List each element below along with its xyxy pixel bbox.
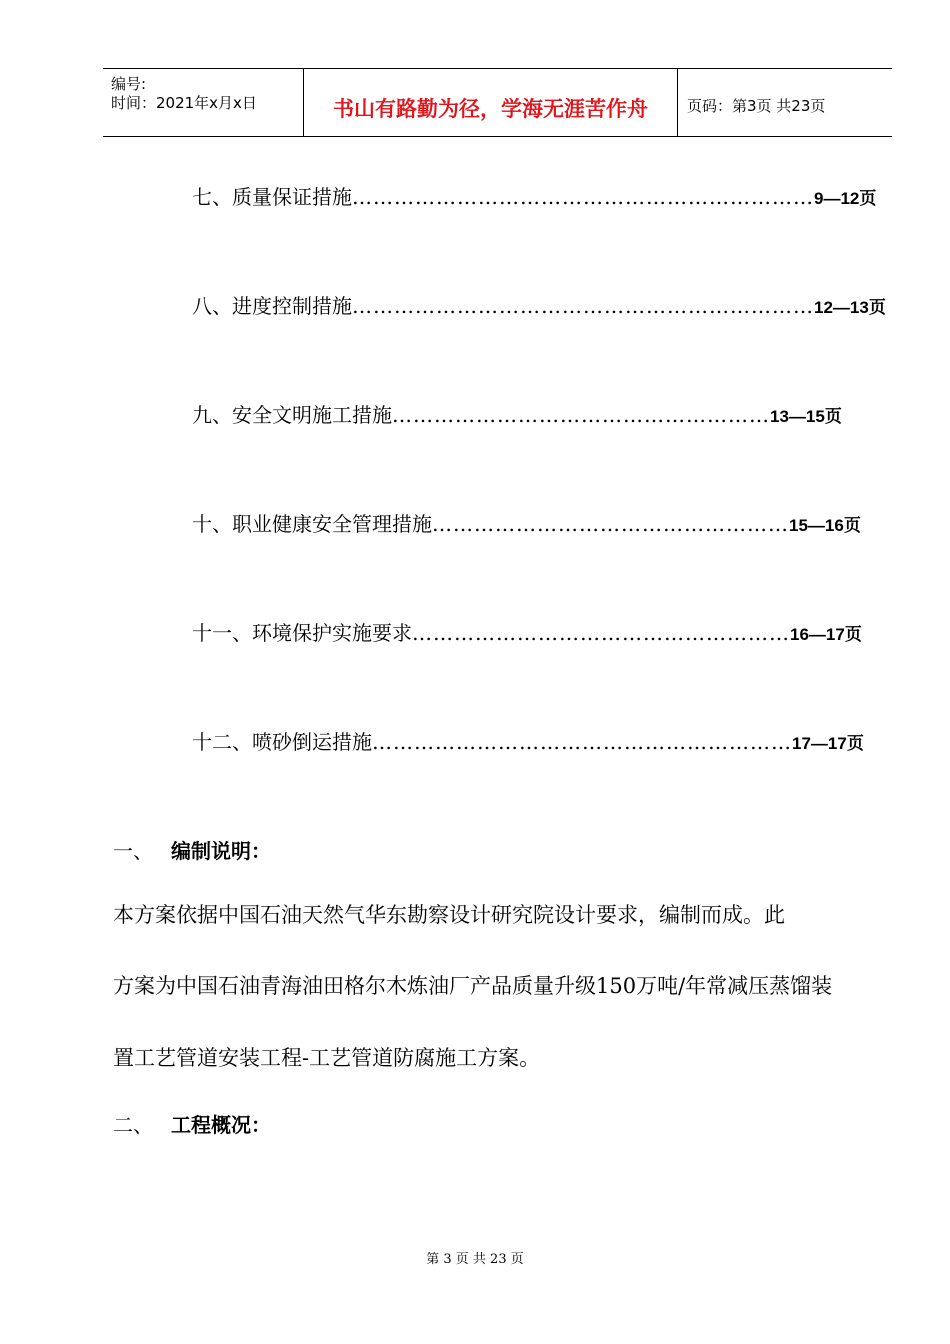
toc-entry [192, 399, 842, 428]
toc-title: 十一、环境保护实施要求 [192, 621, 412, 645]
toc-pages: 13—15页 [770, 407, 842, 426]
toc-entry [192, 181, 876, 210]
page-header [103, 68, 892, 137]
serial-label: 编号: [111, 75, 147, 93]
section-heading [113, 1109, 271, 1138]
paragraph-line: 方案为中国石油青海油田格尔木炼油厂产品质量升级150万吨/年常减压蒸馏装 [113, 974, 833, 998]
section-title: 编制说明： [171, 839, 271, 863]
toc-leader: ……………………………………………… [392, 403, 770, 427]
toc-leader: ………………………………………………………… [352, 294, 814, 318]
toc-pages: 9—12页 [814, 189, 877, 208]
toc-pages: 12—13页 [814, 298, 886, 317]
paragraph-line: 本方案依据中国石油天然气华东勘察设计研究院设计要求，编制而成。此 [113, 903, 785, 927]
toc-entry [192, 290, 886, 319]
toc-leader: ……………………………………………… [412, 621, 790, 645]
toc-entry [192, 508, 861, 537]
toc-title: 十、职业健康安全管理措施 [192, 512, 432, 536]
toc-pages: 17—17页 [792, 734, 864, 753]
toc-title: 十二、喷砂倒运措施 [192, 730, 372, 754]
toc-title: 九、安全文明施工措施 [192, 403, 392, 427]
toc-pages: 16—17页 [790, 625, 862, 644]
section-heading [113, 835, 271, 864]
time-label: 时间：2021年x月x日 [111, 94, 257, 112]
toc-title: 八、进度控制措施 [192, 294, 352, 318]
toc-title: 七、质量保证措施 [192, 185, 352, 209]
section-number: 二、 [113, 1113, 153, 1137]
toc-leader: ………………………………………………………… [352, 185, 814, 209]
section-title: 工程概况： [171, 1113, 271, 1137]
header-motto: 书山有路勤为径，学海无涯苦作舟 [333, 97, 648, 121]
paragraph-line: 置工艺管道安装工程-工艺管道防腐施工方案。 [113, 1046, 541, 1070]
header-left-cell [103, 69, 303, 136]
page-footer: 第 3 页 共 23 页 [426, 1252, 524, 1267]
toc-leader: …………………………………………… [432, 512, 789, 536]
section-number: 一、 [113, 839, 153, 863]
header-right-cell [677, 69, 892, 136]
toc-entry [192, 726, 864, 755]
toc-entry [192, 617, 862, 646]
toc-pages: 15—16页 [789, 516, 861, 535]
header-middle-cell [303, 69, 678, 136]
toc-leader: …………………………………………………… [372, 730, 792, 754]
header-page-info: 页码：第3页 共23页 [687, 97, 826, 115]
